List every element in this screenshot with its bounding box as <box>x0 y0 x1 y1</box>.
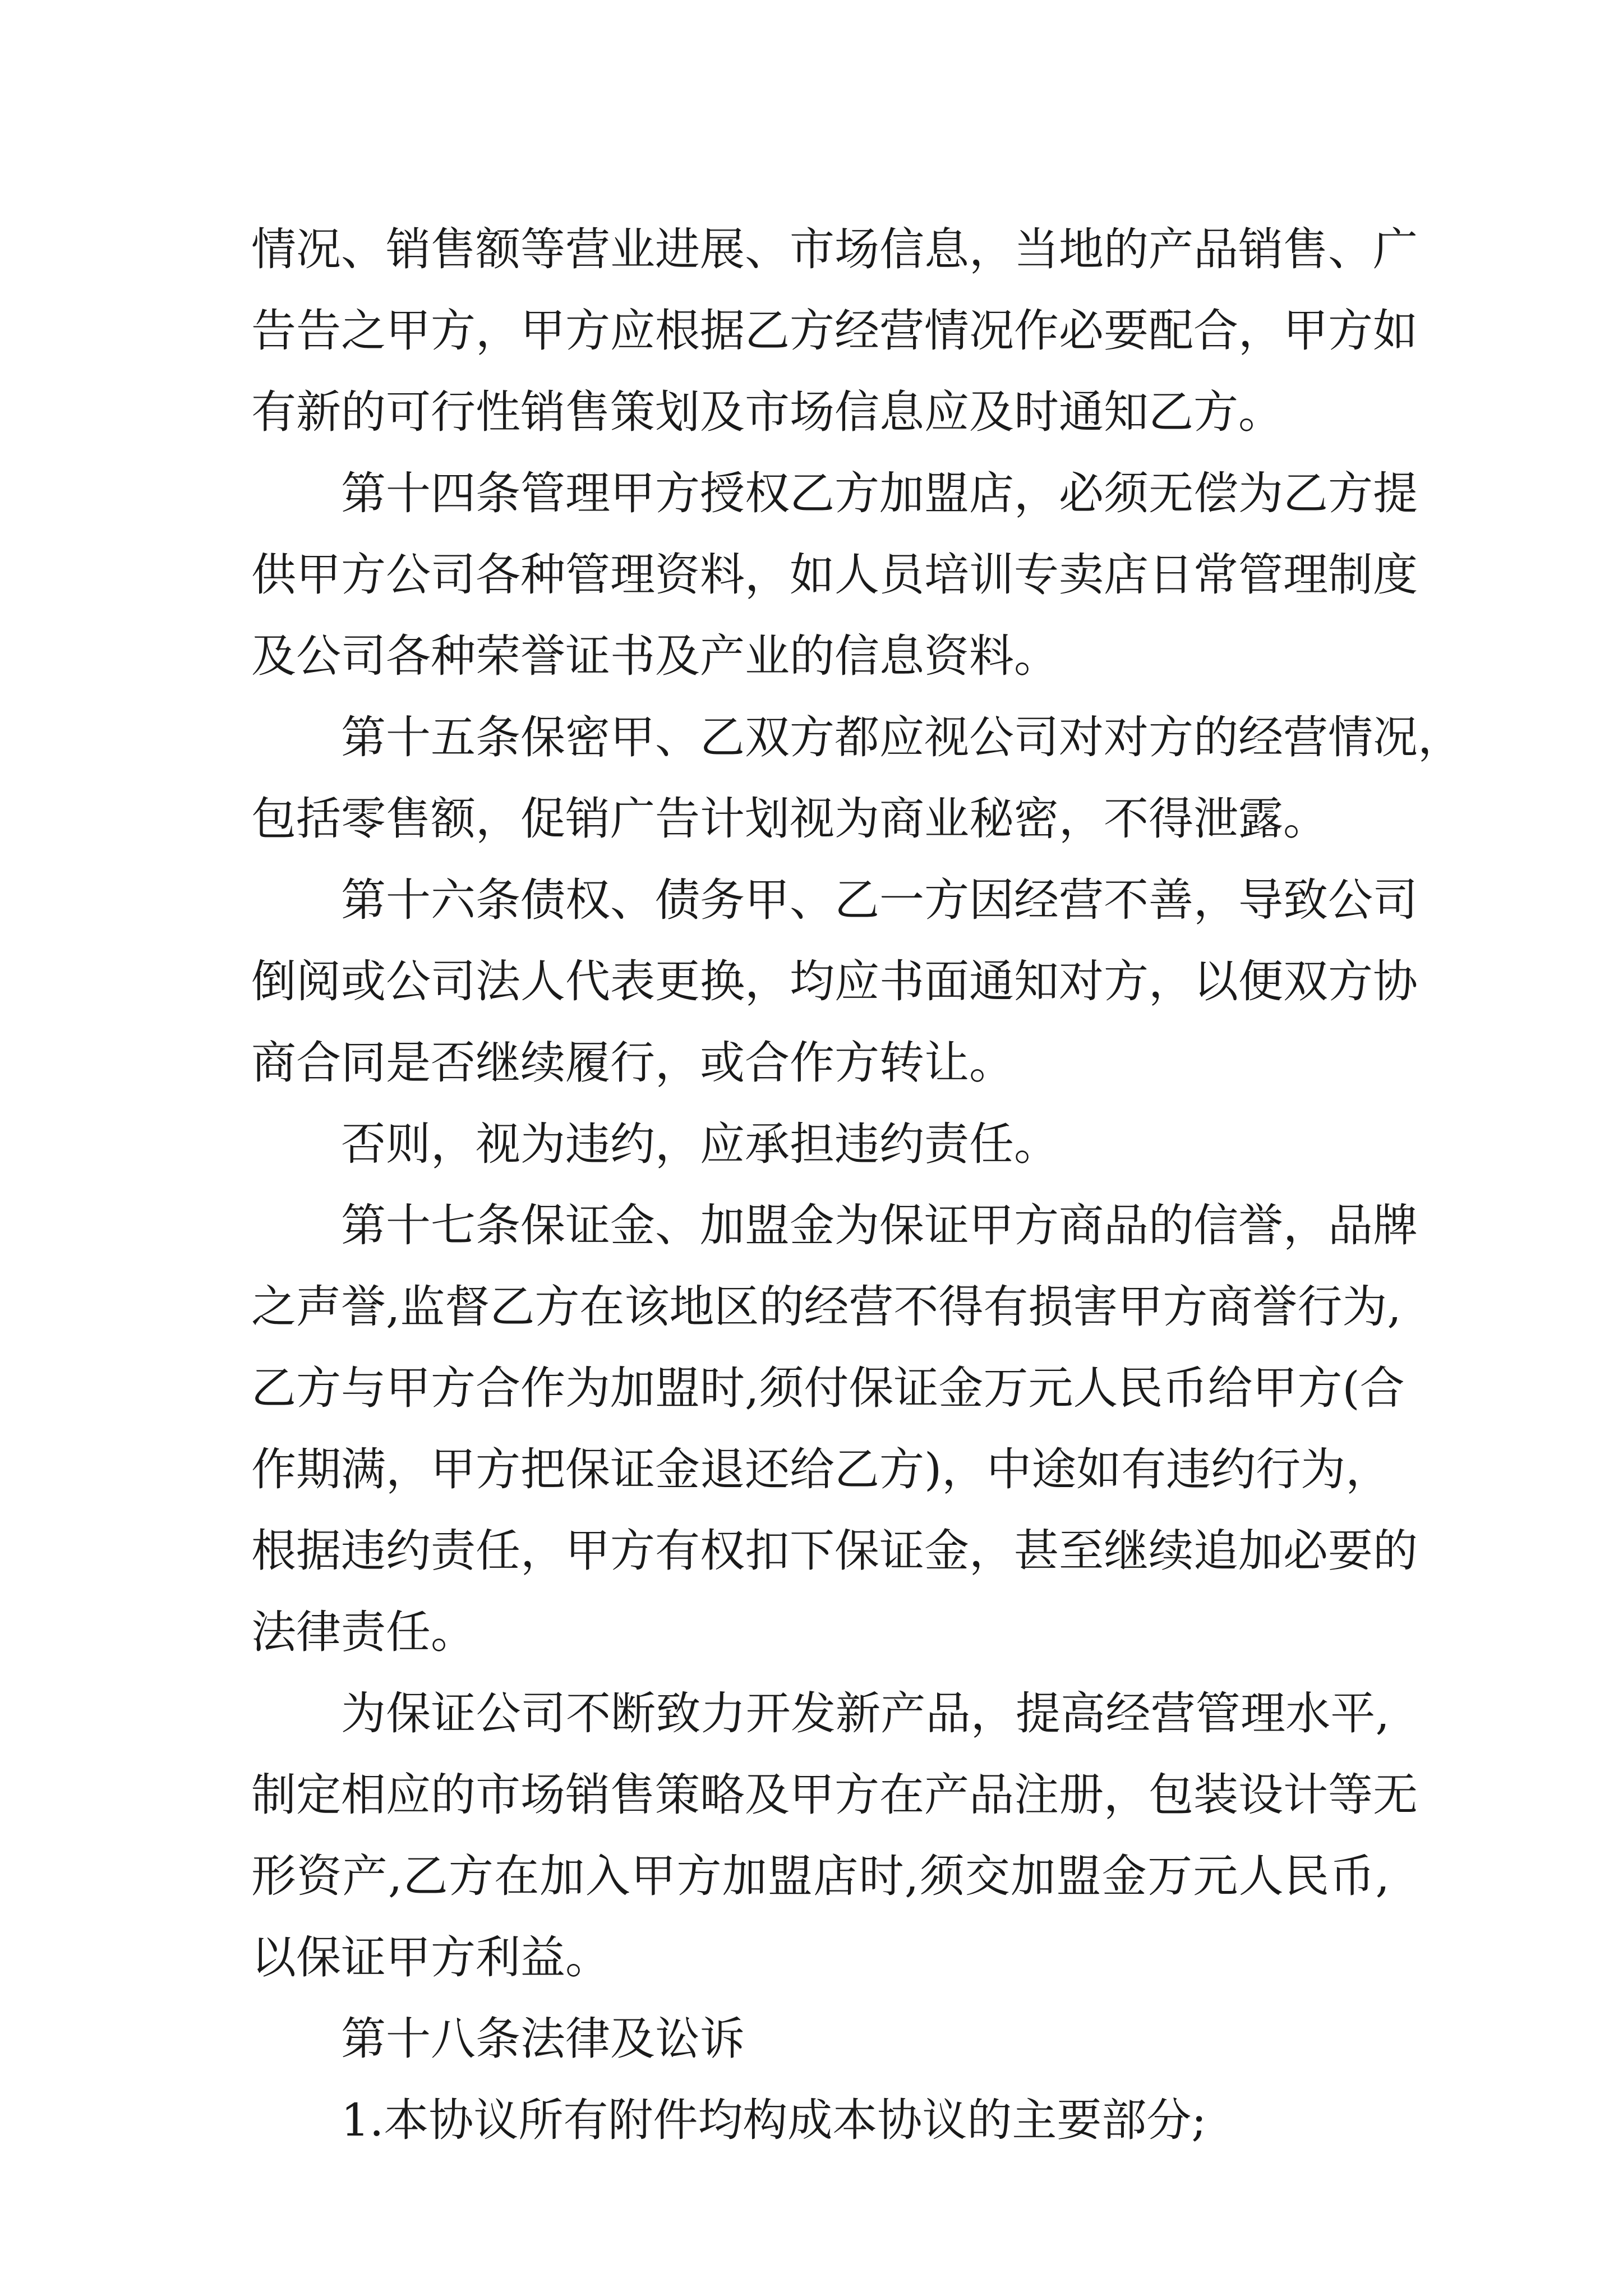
text-line: 乙方与甲方合作为加盟时,须付保证金万元人民币给甲方(合 <box>251 1362 1405 1414</box>
text-line: 及公司各种荣誉证书及产业的信息资料。 <box>251 630 1059 682</box>
list-item: 1.本协议所有附件均构成本协议的主要部分; <box>341 2094 1207 2146</box>
paragraph-start-line: 第十四条管理甲方授权乙方加盟店，必须无偿为乙方提 <box>341 467 1418 519</box>
text-line: 之声誉,监督乙方在该地区的经营不得有损害甲方商誉行为, <box>251 1281 1401 1333</box>
section-heading: 第十八条法律及讼诉 <box>341 2013 745 2065</box>
text-line: 以保证甲方利益。 <box>251 1931 610 1984</box>
text-line: 包括零售额，促销广告计划视为商业秘密，不得泄露。 <box>251 793 1328 845</box>
paragraph-start-line: 第十六条债权、债务甲、乙一方因经营不善，导致公司 <box>341 874 1418 926</box>
text-line: 倒阅或公司法人代表更换，均应书面通知对方，以便双方协 <box>251 955 1418 1007</box>
text-line: 商合同是否继续履行，或合作方转让。 <box>251 1037 1014 1089</box>
text-line: 告告之甲方，甲方应根据乙方经营情况作必要配合，甲方如 <box>251 305 1418 357</box>
paragraph-start-line: 为保证公司不断致力开发新产品，提高经营管理水平, <box>341 1687 1390 1740</box>
text-line: 形资产,乙方在加入甲方加盟店时,须交加盟金万元人民币, <box>251 1850 1390 1902</box>
text-line: 情况、销售额等营业进展、市场信息，当地的产品销售、广 <box>251 223 1418 275</box>
text-line: 根据违约责任，甲方有权扣下保证金，甚至继续追加必要的 <box>251 1525 1418 1577</box>
paragraph-start-line: 否则，视为违约，应承担违约责任。 <box>341 1118 1059 1170</box>
text-line: 法律责任。 <box>251 1606 476 1658</box>
paragraph-start-line: 第十五条保密甲、乙双方都应视公司对对方的经营情况， <box>341 711 1463 763</box>
text-line: 供甲方公司各种管理资料，如人员培训专卖店日常管理制度 <box>251 549 1418 601</box>
text-line: 制定相应的市场销售策略及甲方在产品注册，包装设计等无 <box>251 1769 1418 1821</box>
document-body <box>251 209 1463 2161</box>
paragraph-start-line: 第十七条保证金、加盟金为保证甲方商品的信誉，品牌 <box>341 1199 1418 1251</box>
text-line: 有新的可行性销售策划及市场信息应及时通知乙方。 <box>251 386 1283 438</box>
text-line: 作期满，甲方把保证金退还给乙方)，中途如有违约行为， <box>251 1443 1391 1496</box>
